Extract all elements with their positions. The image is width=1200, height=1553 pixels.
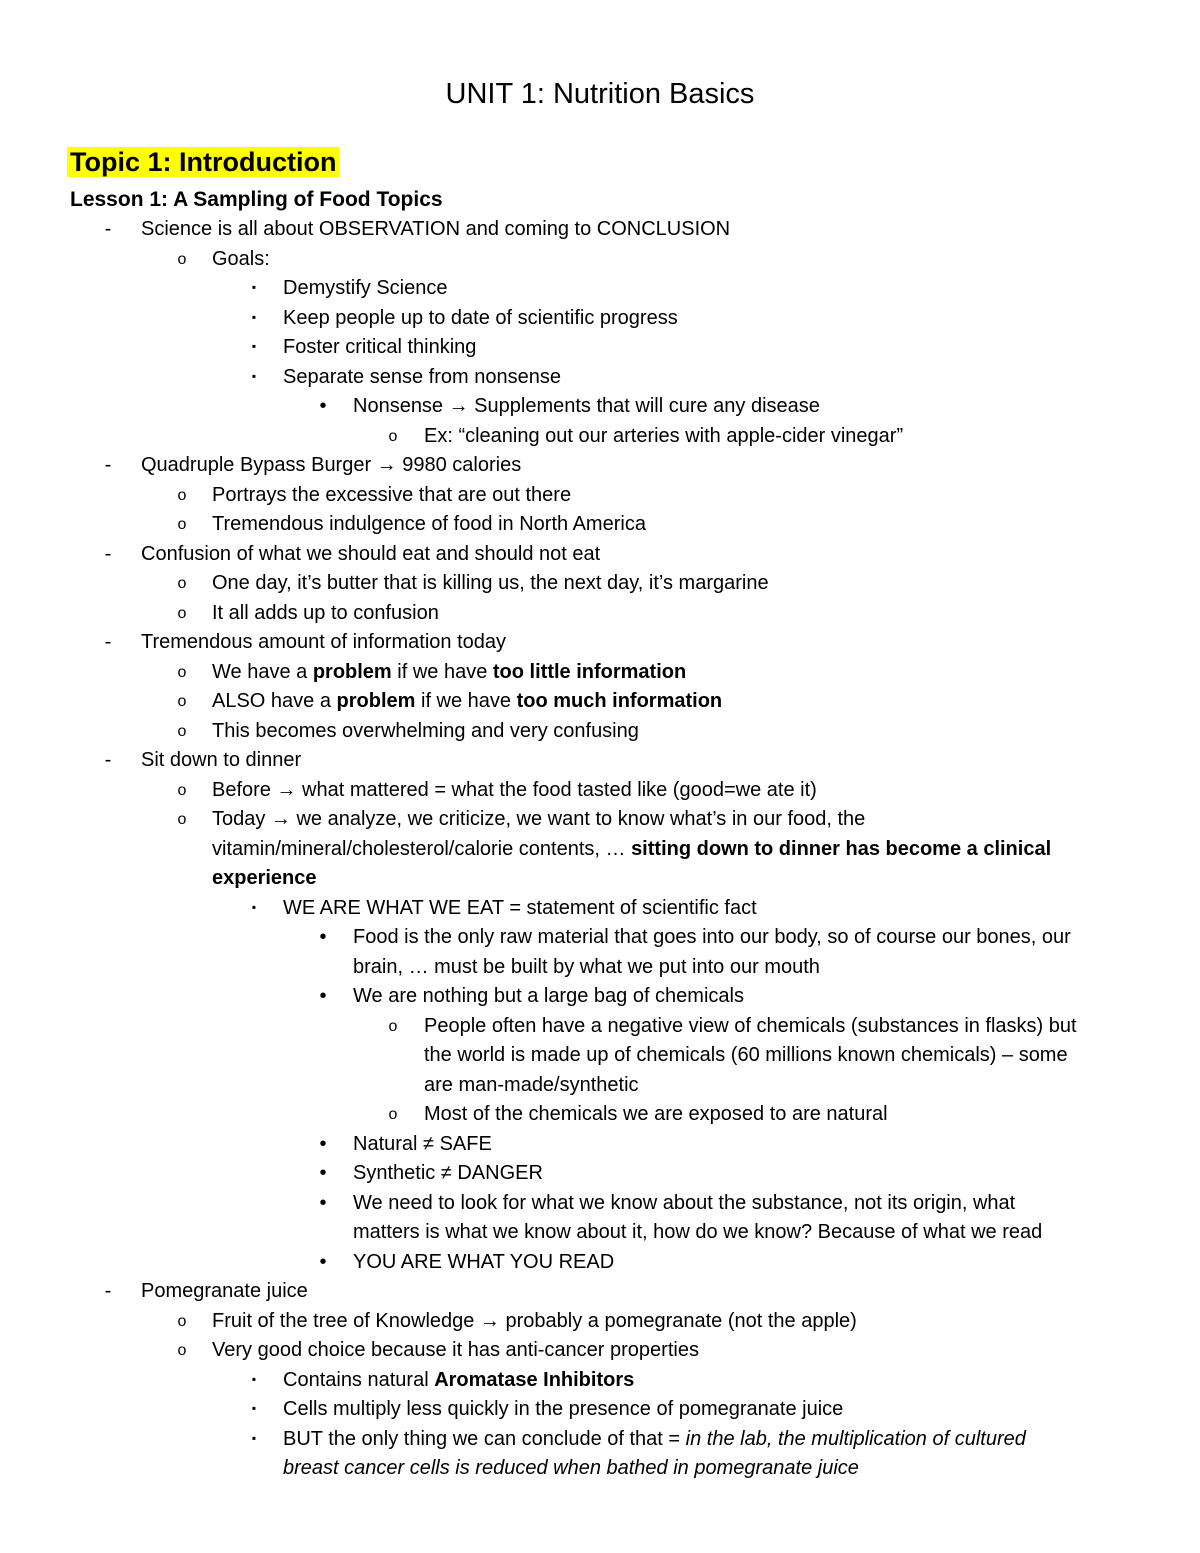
outline-item-text: Foster critical thinking [283, 336, 477, 358]
text-run: ALSO have a [212, 690, 337, 712]
outline-item-text: Today → we analyze, we criticize, we want to know what’s in our food, the [212, 808, 866, 830]
bullet-marker-icon: o [177, 250, 187, 268]
outline-item-text: We are nothing but a large bag of chemicals [353, 985, 744, 1007]
outline-item-text: Natural ≠ SAFE [353, 1132, 492, 1155]
outline-item [0, 215, 1200, 245]
outline-item [0, 982, 1200, 1012]
bullet-marker-icon: ▪ [251, 1430, 257, 1445]
outline-item [0, 1395, 1200, 1425]
bullet-marker-icon: - [104, 218, 112, 240]
bullet-marker-icon: • [319, 1132, 327, 1155]
outline-item [0, 746, 1200, 776]
outline-item [0, 304, 1200, 334]
topic-heading-highlight: Topic 1: Introduction [67, 147, 339, 177]
outline-item-text: matters is what we know about it, how do we know? Because of what we read [353, 1221, 1043, 1243]
bullet-marker-icon: - [104, 542, 112, 565]
text-run: Contains natural [283, 1368, 435, 1391]
outline-item [0, 540, 1200, 570]
outline-item [0, 569, 1200, 599]
bullet-marker-icon: o [388, 1017, 398, 1035]
bullet-marker-icon: o [177, 781, 187, 799]
outline-item [0, 333, 1200, 363]
outline-item-text: the world is made up of chemicals (60 millions known chemicals) – some [424, 1044, 1068, 1066]
outline-item [0, 422, 1200, 452]
bullet-marker-icon: o [177, 516, 187, 533]
bullet-marker-icon: o [177, 663, 187, 681]
outline-item-text: Nonsense → Supplements that will cure any disease [353, 395, 820, 417]
bullet-marker-icon: • [319, 1191, 327, 1214]
outline-item [0, 1012, 1200, 1042]
outline-item-text: Goals: [212, 247, 270, 270]
bullet-marker-icon: ▪ [251, 1401, 257, 1415]
bullet-marker-icon: o [177, 1312, 187, 1330]
outline-item-text: Separate sense from nonsense [283, 365, 561, 388]
outline-item-text: Before → what mattered = what the food tasted like (good=we ate it) [212, 778, 817, 801]
bullet-marker-icon: ▪ [251, 280, 257, 294]
outline-item [0, 923, 1200, 953]
italic-text: in the lab, the multiplication of cultured [685, 1427, 1026, 1450]
outline-item [0, 510, 1200, 540]
outline-item [0, 1100, 1200, 1130]
outline-line-continuation [0, 864, 1200, 894]
bullet-marker-icon: o [177, 575, 187, 592]
bullet-marker-icon: o [177, 486, 187, 504]
outline-item-text: YOU ARE WHAT YOU READ [353, 1250, 615, 1273]
outline-line-continuation [0, 1071, 1200, 1101]
outline-item-text: Synthetic ≠ DANGER [353, 1162, 543, 1184]
bullet-marker-icon: • [319, 926, 327, 948]
outline-item [0, 481, 1200, 511]
outline-item [0, 776, 1200, 806]
bullet-marker-icon: ▪ [251, 1371, 257, 1386]
bullet-marker-icon: ▪ [251, 339, 257, 353]
outline-item [0, 717, 1200, 747]
outline-item-text: Demystify Science [283, 277, 448, 299]
bold-text: Aromatase Inhibitors [434, 1368, 635, 1391]
bold-text: sitting down to dinner has become a clinical [631, 837, 1052, 860]
outline-item-text: are man-made/synthetic [424, 1073, 639, 1096]
bullet-marker-icon: o [388, 427, 398, 445]
outline-item [0, 1159, 1200, 1189]
bold-text: problem [312, 660, 392, 683]
text-run: vitamin/mineral/cholesterol/calorie contents, … [212, 837, 632, 860]
bullet-marker-icon: ▪ [251, 368, 257, 383]
bullet-marker-icon: o [177, 604, 187, 622]
outline-item [0, 1336, 1200, 1366]
outline-line-continuation [0, 835, 1200, 865]
outline-item-text: People often have a negative view of chemicals (substances in flasks) but [424, 1014, 1077, 1037]
bold-text: experience [212, 867, 317, 889]
outline-item-text: It all adds up to confusion [212, 601, 439, 624]
outline-item-text: Tremendous amount of information today [141, 631, 507, 653]
outline-item-text [283, 1425, 1026, 1455]
bold-text: problem [336, 690, 416, 712]
bullet-marker-icon: o [177, 722, 187, 740]
outline-item [0, 1366, 1200, 1396]
bullet-marker-icon: • [319, 395, 327, 417]
outline-item-text: brain, … must be built by what we put into our mouth [353, 955, 820, 978]
outline-item-text: WE ARE WHAT WE EAT = statement of scientific fact [283, 896, 757, 919]
outline-list [0, 215, 1200, 1484]
outline-item-text [212, 864, 317, 894]
bullet-marker-icon: ▪ [251, 899, 257, 914]
outline-item [0, 628, 1200, 658]
bullet-marker-icon: o [388, 1106, 398, 1123]
bullet-marker-icon: - [104, 1280, 112, 1302]
outline-item [0, 1307, 1200, 1337]
outline-item [0, 363, 1200, 393]
outline-item [0, 274, 1200, 304]
outline-item [0, 687, 1200, 717]
outline-item-text: Quadruple Bypass Burger → 9980 calories [141, 454, 522, 476]
outline-item-text: Portrays the excessive that are out there [212, 483, 572, 506]
document-title: UNIT 1: Nutrition Basics [445, 78, 755, 110]
outline-item-text: Tremendous indulgence of food in North America [212, 513, 646, 535]
outline-item [0, 658, 1200, 688]
outline-item-text: Pomegranate juice [141, 1280, 308, 1302]
outline-item [0, 245, 1200, 275]
bullet-marker-icon: - [104, 454, 112, 476]
bullet-marker-icon: o [177, 1342, 187, 1359]
outline-item-text: One day, it’s butter that is killing us, the next day, it’s margarine [212, 572, 769, 594]
outline-item-text: Food is the only raw material that goes into our body, so of course our bones, our [353, 926, 1071, 948]
outline-line-continuation [0, 1041, 1200, 1071]
outline-item-text [283, 1366, 634, 1396]
bullet-marker-icon: o [177, 811, 187, 828]
outline-item-text: Keep people up to date of scientific progress [283, 306, 678, 329]
outline-item-text: Science is all about OBSERVATION and coming to CONCLUSION [141, 218, 731, 240]
outline-item-text [283, 1454, 859, 1484]
outline-item [0, 1130, 1200, 1160]
outline-item [0, 599, 1200, 629]
text-run: if we have [391, 660, 493, 683]
bullet-marker-icon: - [104, 631, 112, 653]
outline-item [0, 805, 1200, 835]
outline-item [0, 1277, 1200, 1307]
italic-text: breast cancer cells is reduced when bathed in pomegranate juice [283, 1457, 859, 1479]
text-run: if we have [415, 690, 517, 712]
outline-item-text: We need to look for what we know about the substance, not its origin, what [353, 1191, 1016, 1214]
outline-item [0, 1189, 1200, 1219]
outline-item [0, 1248, 1200, 1278]
bold-text: too much information [516, 690, 723, 712]
bullet-marker-icon: o [177, 693, 187, 710]
outline-item-text [212, 835, 1051, 865]
topic-heading [67, 141, 339, 183]
outline-item-text [212, 687, 722, 717]
outline-item-text: Very good choice because it has anti-cancer properties [212, 1339, 699, 1361]
outline-item [0, 1425, 1200, 1455]
outline-item [0, 894, 1200, 924]
outline-item-text: Ex: “cleaning out our arteries with apple-cider vinegar” [424, 424, 904, 447]
outline-item-text [212, 658, 686, 688]
outline-line-continuation [0, 1218, 1200, 1248]
bullet-marker-icon: - [104, 749, 112, 771]
bullet-marker-icon: • [319, 1250, 327, 1273]
outline-item-text: Fruit of the tree of Knowledge → probably a pomegranate (not the apple) [212, 1309, 857, 1332]
outline-line-continuation [0, 953, 1200, 983]
text-run: We have a [212, 660, 313, 683]
outline-item [0, 451, 1200, 481]
outline-item [0, 392, 1200, 422]
lesson-heading: Lesson 1: A Sampling of Food Topics [70, 188, 443, 211]
bullet-marker-icon: • [319, 1162, 327, 1184]
bullet-marker-icon: ▪ [251, 309, 257, 324]
outline-item-text: This becomes overwhelming and very confusing [212, 719, 639, 742]
outline-item-text: Most of the chemicals we are exposed to are natural [424, 1103, 888, 1125]
outline-item-text: Cells multiply less quickly in the presence of pomegranate juice [283, 1398, 844, 1420]
bold-text: too little information [492, 660, 687, 683]
text-run: BUT the only thing we can conclude of that = [283, 1427, 686, 1450]
outline-item-text: Sit down to dinner [141, 749, 302, 771]
outline-line-continuation [0, 1454, 1200, 1484]
outline-item-text: Confusion of what we should eat and should not eat [141, 542, 601, 565]
bullet-marker-icon: • [319, 985, 327, 1007]
